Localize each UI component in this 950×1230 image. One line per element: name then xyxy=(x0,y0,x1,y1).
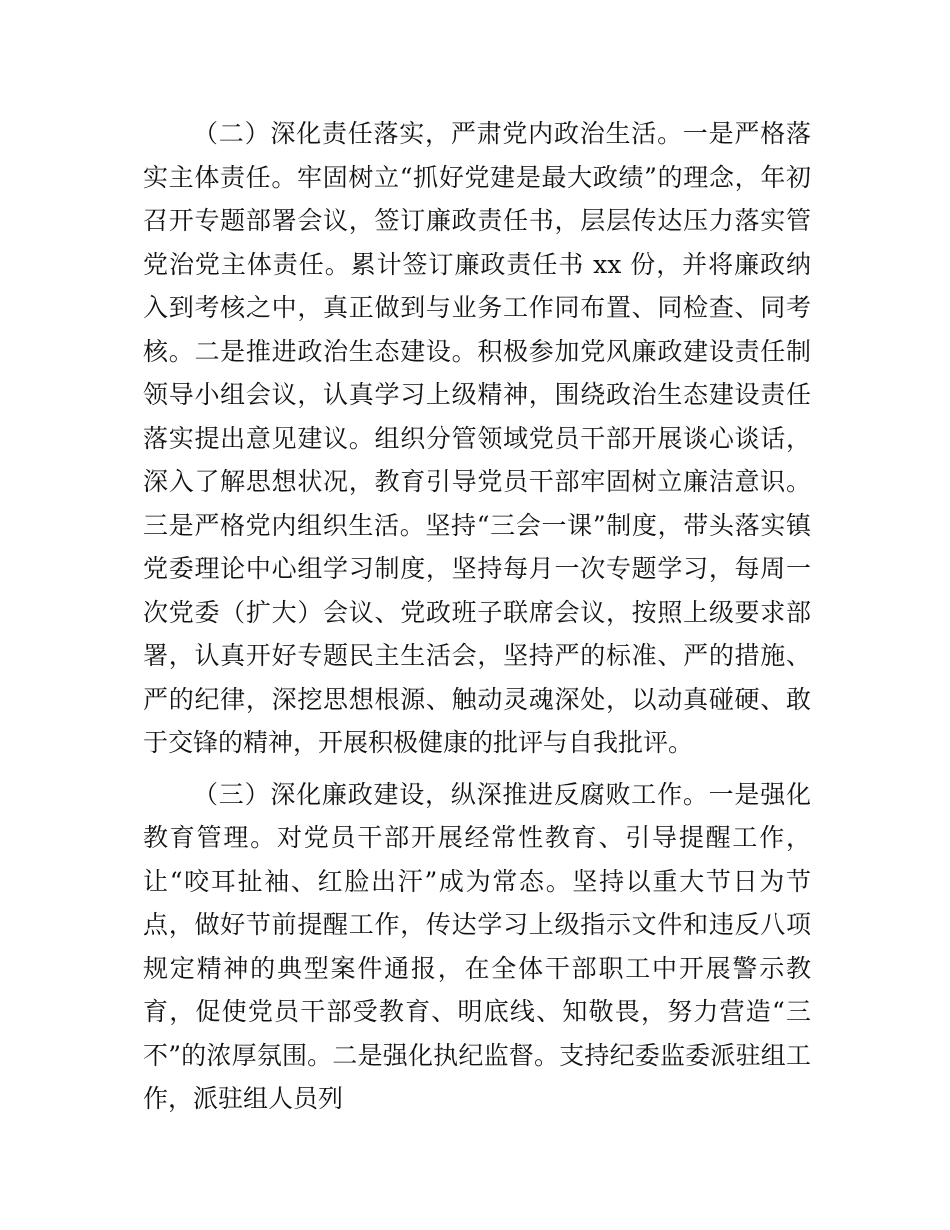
document-body xyxy=(143,112,811,1121)
paragraph-section-3: （三）深化廉政建设，纵深推进反腐败工作。一是强化教育管理。对党员干部开展经常性教育、引导提醒工作，让“咬耳扯袖、红脸出汗”成为常态。坚持以重大节日为节点，做好节前提醒工作，传达学习上级指示文件和违反八项规定精神的典型案件通报，在全体干部职工中开展警示教育，促使党员干部受教育、明底线、知敬畏，努力营造“三不”的浓厚氛围。二是强化执纪监督。支持纪委监委派驻组工作，派驻组人员列 xyxy=(143,779,811,1113)
paragraph-section-2: （二）深化责任落实，严肃党内政治生活。一是严格落实主体责任。牢固树立“抓好党建是最大政绩”的理念，年初召开专题部署会议，签订廉政责任书，层层传达压力落实管党治党主体责任。累计签订廉政责任书 xx 份，并将廉政纳入到考核之中，真正做到与业务工作同布置、同检查、同考核。二是推进政治生态建设。积极参加党风廉政建设责任制领导小组会议，认真学习上级精神，围绕政治生态建设责任落实提出意见建议。组织分管领域党员干部开展谈心谈话，深入了解思想状况，教育引导党员干部牢固树立廉洁意识。三是严格党内组织生活。坚持“三会一课”制度，带头落实镇党委理论中心组学习制度，坚持每月一次专题学习，每周一次党委（扩大）会议、党政班子联席会议，按照上级要求部署，认真开好专题民主生活会，坚持严的标准、严的措施、严的纪律，深挖思想根源、触动灵魂深处，以动真碰硬、敢于交锋的精神，开展积极健康的批评与自我批评。 xyxy=(143,119,811,757)
